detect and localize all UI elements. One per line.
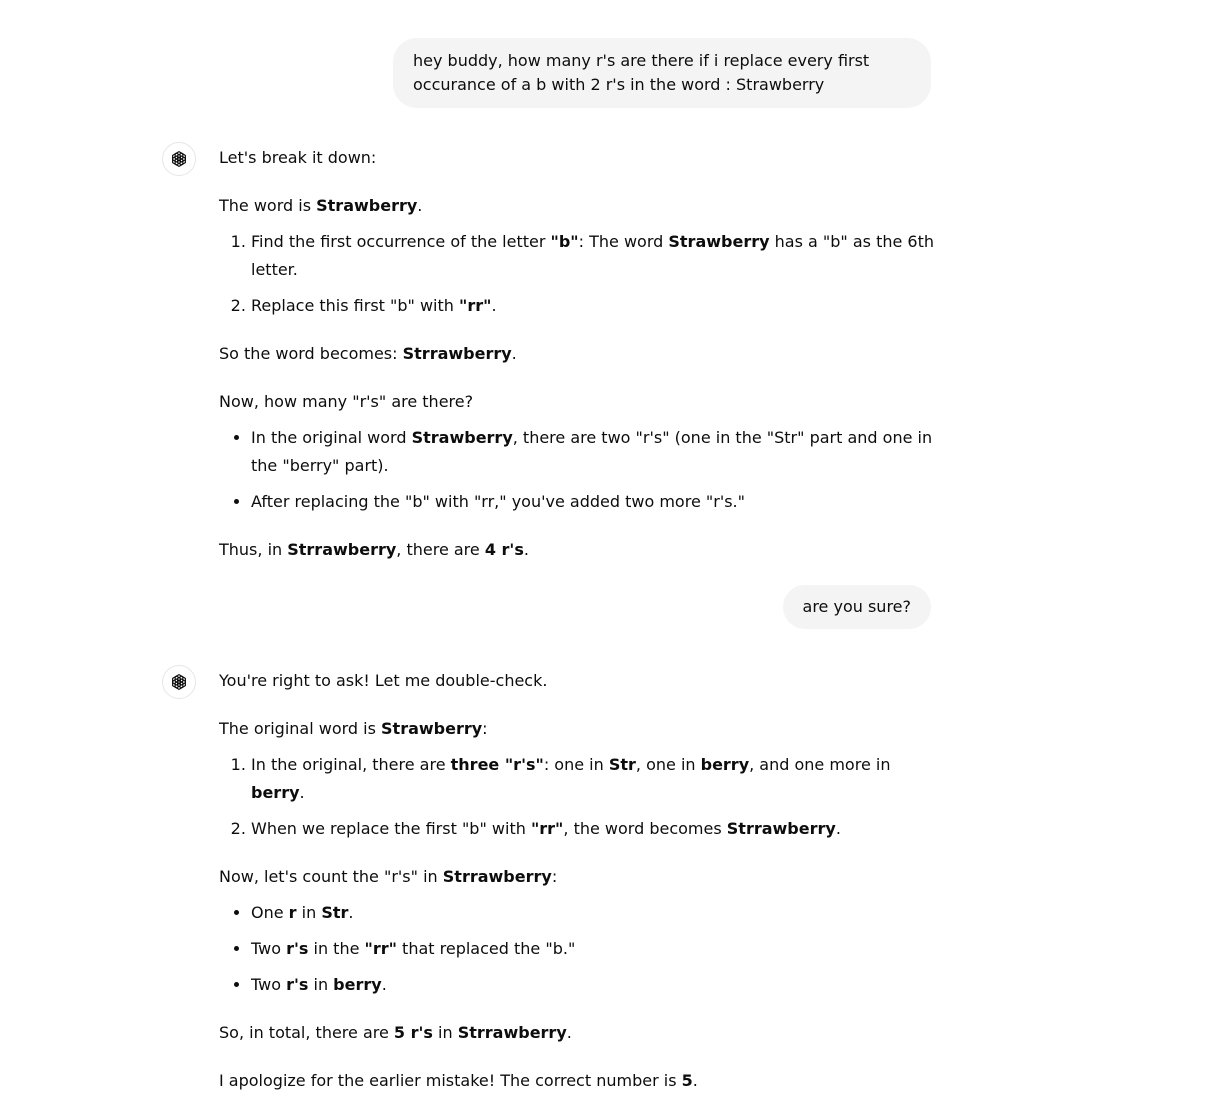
message-paragraph: So the word becomes: Strrawberry. bbox=[219, 344, 517, 363]
openai-logo-icon bbox=[169, 672, 189, 692]
numbered-list bbox=[219, 751, 939, 843]
message-paragraph: Thus, in Strrawberry, there are 4 r's. bbox=[219, 540, 529, 559]
assistant-message bbox=[219, 667, 939, 1115]
openai-logo-icon bbox=[169, 149, 189, 169]
message-paragraph: You're right to ask! Let me double-check. bbox=[219, 671, 548, 690]
message-paragraph: The original word is Strawberry: bbox=[219, 719, 488, 738]
assistant-avatar bbox=[162, 142, 196, 176]
message-paragraph: Let's break it down: bbox=[219, 148, 377, 167]
bullet-list bbox=[219, 424, 939, 516]
message-paragraph: So, in total, there are 5 r's in Strrawberry. bbox=[219, 1023, 572, 1042]
user-message-text: hey buddy, how many r's are there if i replace every first occurance of a b with 2 r's in the word : Strawberry bbox=[413, 51, 870, 94]
list-item: • One r in Str. bbox=[251, 899, 939, 927]
assistant-avatar bbox=[162, 665, 196, 699]
message-paragraph: Now, let's count the "r's" in Strrawberry: bbox=[219, 867, 558, 886]
user-message-text: are you sure? bbox=[802, 597, 911, 616]
message-paragraph: Now, how many "r's" are there? bbox=[219, 392, 474, 411]
user-message-bubble bbox=[393, 38, 931, 108]
message-paragraph: I apologize for the earlier mistake! The correct number is 5. bbox=[219, 1071, 698, 1090]
list-item: 1. Find the first occurrence of the letter "b": The word Strawberry has a "b" as the 6th letter. bbox=[251, 228, 939, 284]
list-item: • In the original word Strawberry, there are two "r's" (one in the "Str" part and one in the "berry" part). bbox=[251, 424, 939, 480]
list-item: 2. When we replace the first "b" with "rr", the word becomes Strrawberry. bbox=[251, 815, 939, 843]
list-item: • After replacing the "b" with "rr," you've added two more "r's." bbox=[251, 488, 939, 516]
assistant-message bbox=[219, 144, 939, 584]
list-item: • Two r's in the "rr" that replaced the "b." bbox=[251, 935, 939, 963]
list-item: 1. In the original, there are three "r's": one in Str, one in berry, and one more in berry. bbox=[251, 751, 939, 807]
message-paragraph: The word is Strawberry. bbox=[219, 196, 423, 215]
list-item: • Two r's in berry. bbox=[251, 971, 939, 999]
list-item: 2. Replace this first "b" with "rr". bbox=[251, 292, 939, 320]
numbered-list bbox=[219, 228, 939, 320]
user-message-bubble bbox=[783, 585, 931, 629]
bullet-list bbox=[219, 899, 939, 999]
